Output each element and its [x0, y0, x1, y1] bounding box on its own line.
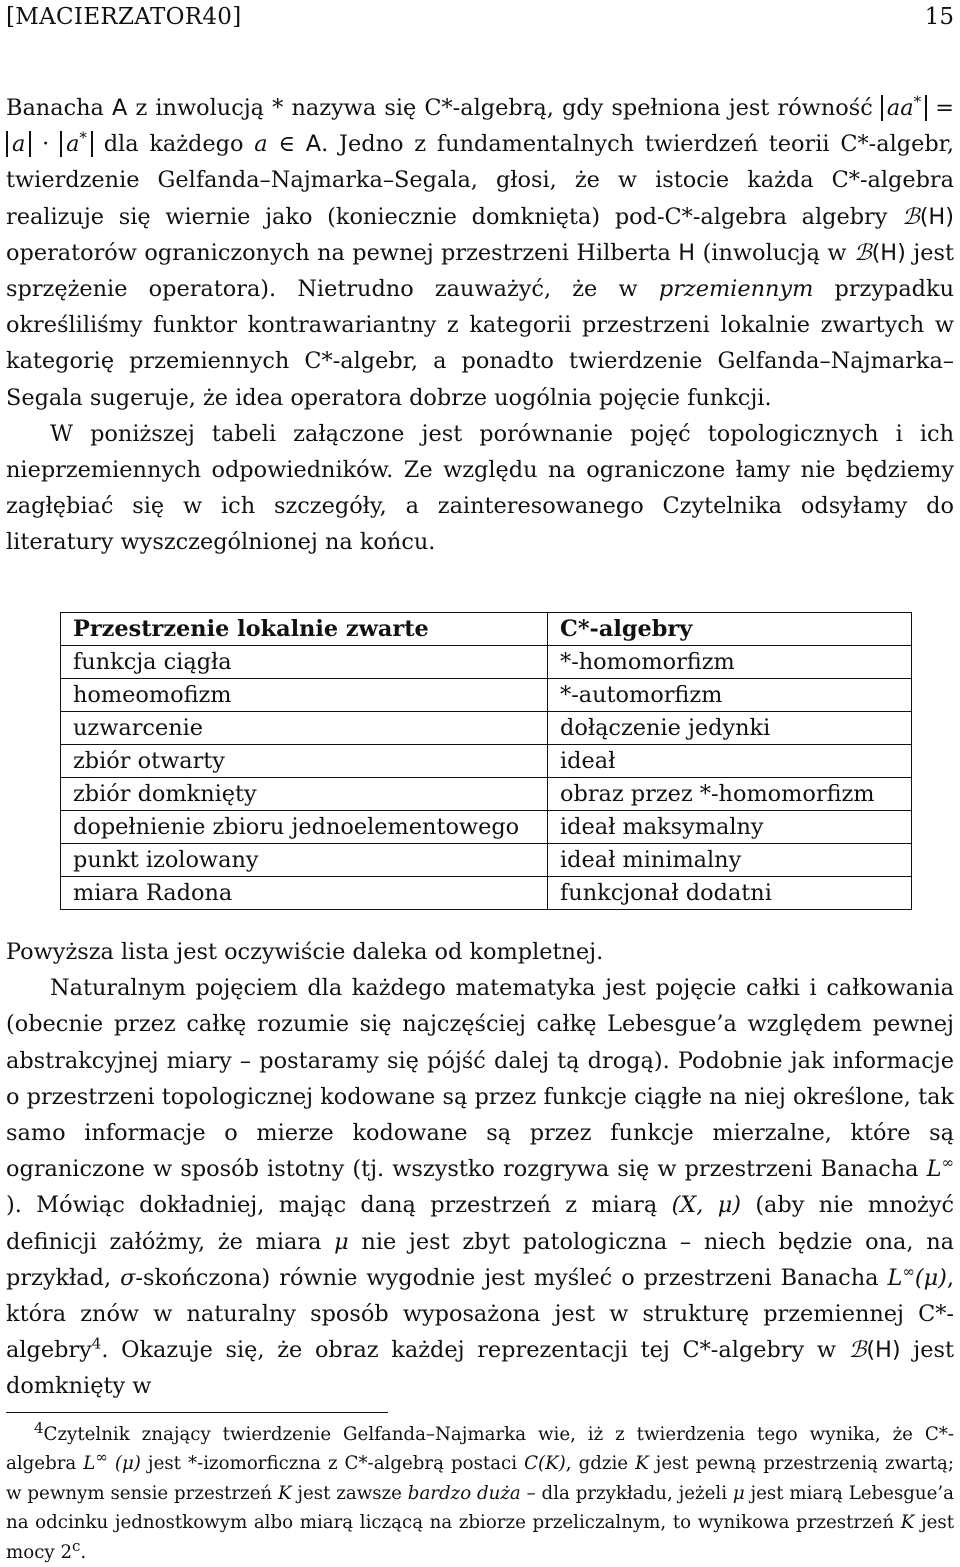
table-cell: homeomofizm	[61, 679, 548, 712]
footnote-text: $^4$Czytelnik znający twierdzenie Gelfanda–Najmarka wie, iż z twierdzenia tego wynika, że C*-algebra L∞ (μ) jest *-izomorficzna z C*-algebrą postaci C(K), gdzie K jest pewną przestrzenią zwartą; w pewnym sensie przestrzeń K jest zawsze bardzo duża – dla przykładu, jeżeli μ jest miarą Lebesgue’a na odcinku jednostkowym albo miarą liczącą na zbiorze przeliczalnym, to wynikowa przestrzeń K jest mocy 2$^c$.	[6, 1418, 955, 1563]
table-row	[61, 712, 912, 745]
table-row	[61, 778, 912, 811]
running-title: [MACIERZATOR40]	[6, 4, 242, 30]
table-row	[61, 877, 912, 910]
table-cell: funkcjonał dodatni	[548, 877, 912, 910]
comparison-table	[60, 612, 912, 910]
table-header-row	[61, 613, 912, 646]
table-header-cell: C*-algebry	[548, 613, 912, 646]
table-cell: punkt izolowany	[61, 844, 548, 877]
table-cell: miara Radona	[61, 877, 548, 910]
footnote	[6, 1420, 954, 1567]
table-cell: uzwarcenie	[61, 712, 548, 745]
table-row	[61, 745, 912, 778]
footnote-number: 4	[34, 1418, 44, 1437]
body-text-bottom	[6, 934, 954, 1405]
table-row	[61, 679, 912, 712]
norm-aa-star: aa*	[881, 95, 927, 121]
paragraph-cstar-definition: Banacha A z inwolucją * nazywa się C*-algebrą, gdy spełniona jest równość aa* = a · a* dla każdego a ∈ A. Jedno z fundamentalnych twierdzeń teorii C*-algebr, twierdzenie Gelfanda–Najmarka–Segala, głosi, że w istocie każda C*-algebra realizuje się wiernie jako (koniecznie domknięta) pod-C*-algebra algebry ℬ(H) operatorów ograniczonych na pewnej przestrzeni Hilberta H (inwolucją w ℬ(H) jest sprzężenie operatora). Nietrudno zauważyć, że w przemiennym przypadku określiliśmy funktor kontrawariantny z kategorii przestrzeni lokalnie zwartych w kategorię przemiennych C*-algebr, a ponadto twierdzenie Gelfanda–Najmarka–Segala sugeruje, że idea operatora dobrze uogólnia pojęcie funkcji.	[6, 92, 955, 411]
norm-a-star: a*	[60, 131, 93, 157]
table-cell: obraz przez *-homomorfizm	[548, 778, 912, 811]
table-cell: *-homomorfizm	[548, 646, 912, 679]
table-cell: ideał	[548, 745, 912, 778]
table-cell: ideał minimalny	[548, 844, 912, 877]
running-header	[6, 4, 954, 38]
table-cell: ideał maksymalny	[548, 811, 912, 844]
paragraph-list-remark: Powyższa lista jest oczywiście daleka od kompletnej.	[6, 939, 604, 965]
footnote-reference[interactable]: 4	[91, 1334, 102, 1353]
paragraph-integration: Naturalnym pojęciem dla każdego matematyka jest pojęcie całki i całkowania (obecnie przez całkę rozumie się najczęściej całkę Lebesgue’a względem pewnej abstrakcyjnej miary – postaramy się pójść dalej tą drogą). Podobnie jak informacje o przestrzeni topologicznej kodowane są przez funkcje ciągłe na niej określone, tak samo informacje o mierze kodowane są przez funkcje mierzalne, które są ograniczone w sposób istotny (tj. wszystko rozgrywa się w przestrzeni Banacha L∞ ). Mówiąc dokładniej, mając daną przestrzeń z miarą (X, μ) (aby nie mnożyć definicji załóżmy, że miara μ nie jest zbyt patologiczna – niech będzie ona, na przykład, σ-skończona) równie wygodnie jest myśleć o przestrzeni Banacha L∞(μ), która znów w naturalny sposób wyposażona jest w strukturę przemiennej C*-algebry$^4$. Okazuje się, że obraz każdej reprezentacji tej C*-algebry w ℬ(H) jest domknięty w	[6, 975, 955, 1400]
table-cell: zbiór otwarty	[61, 745, 548, 778]
table-cell: dopełnienie zbioru jednoelementowego	[61, 811, 548, 844]
table-row	[61, 811, 912, 844]
table-cell: dołączenie jedynki	[548, 712, 912, 745]
body-text-top	[6, 90, 954, 561]
table-row	[61, 646, 912, 679]
table-cell: *-automorfizm	[548, 679, 912, 712]
table-cell: funkcja ciągła	[61, 646, 548, 679]
footnote-divider	[6, 1412, 388, 1413]
table-header-cell: Przestrzenie lokalnie zwarte	[61, 613, 548, 646]
table-cell: zbiór domknięty	[61, 778, 548, 811]
page-number: 15	[924, 4, 954, 30]
paragraph-table-intro: W poniższej tabeli załączone jest porównanie pojęć topologicznych i ich nieprzemiennych odpowiedników. Ze względu na ograniczone łamy nie będziemy zagłębiać się w ich szczegóły, a zainteresowanego Czytelnika odsyłamy do literatury wyszczególnionej na końcu.	[6, 420, 954, 556]
norm-a: a	[6, 131, 31, 157]
table-row	[61, 844, 912, 877]
